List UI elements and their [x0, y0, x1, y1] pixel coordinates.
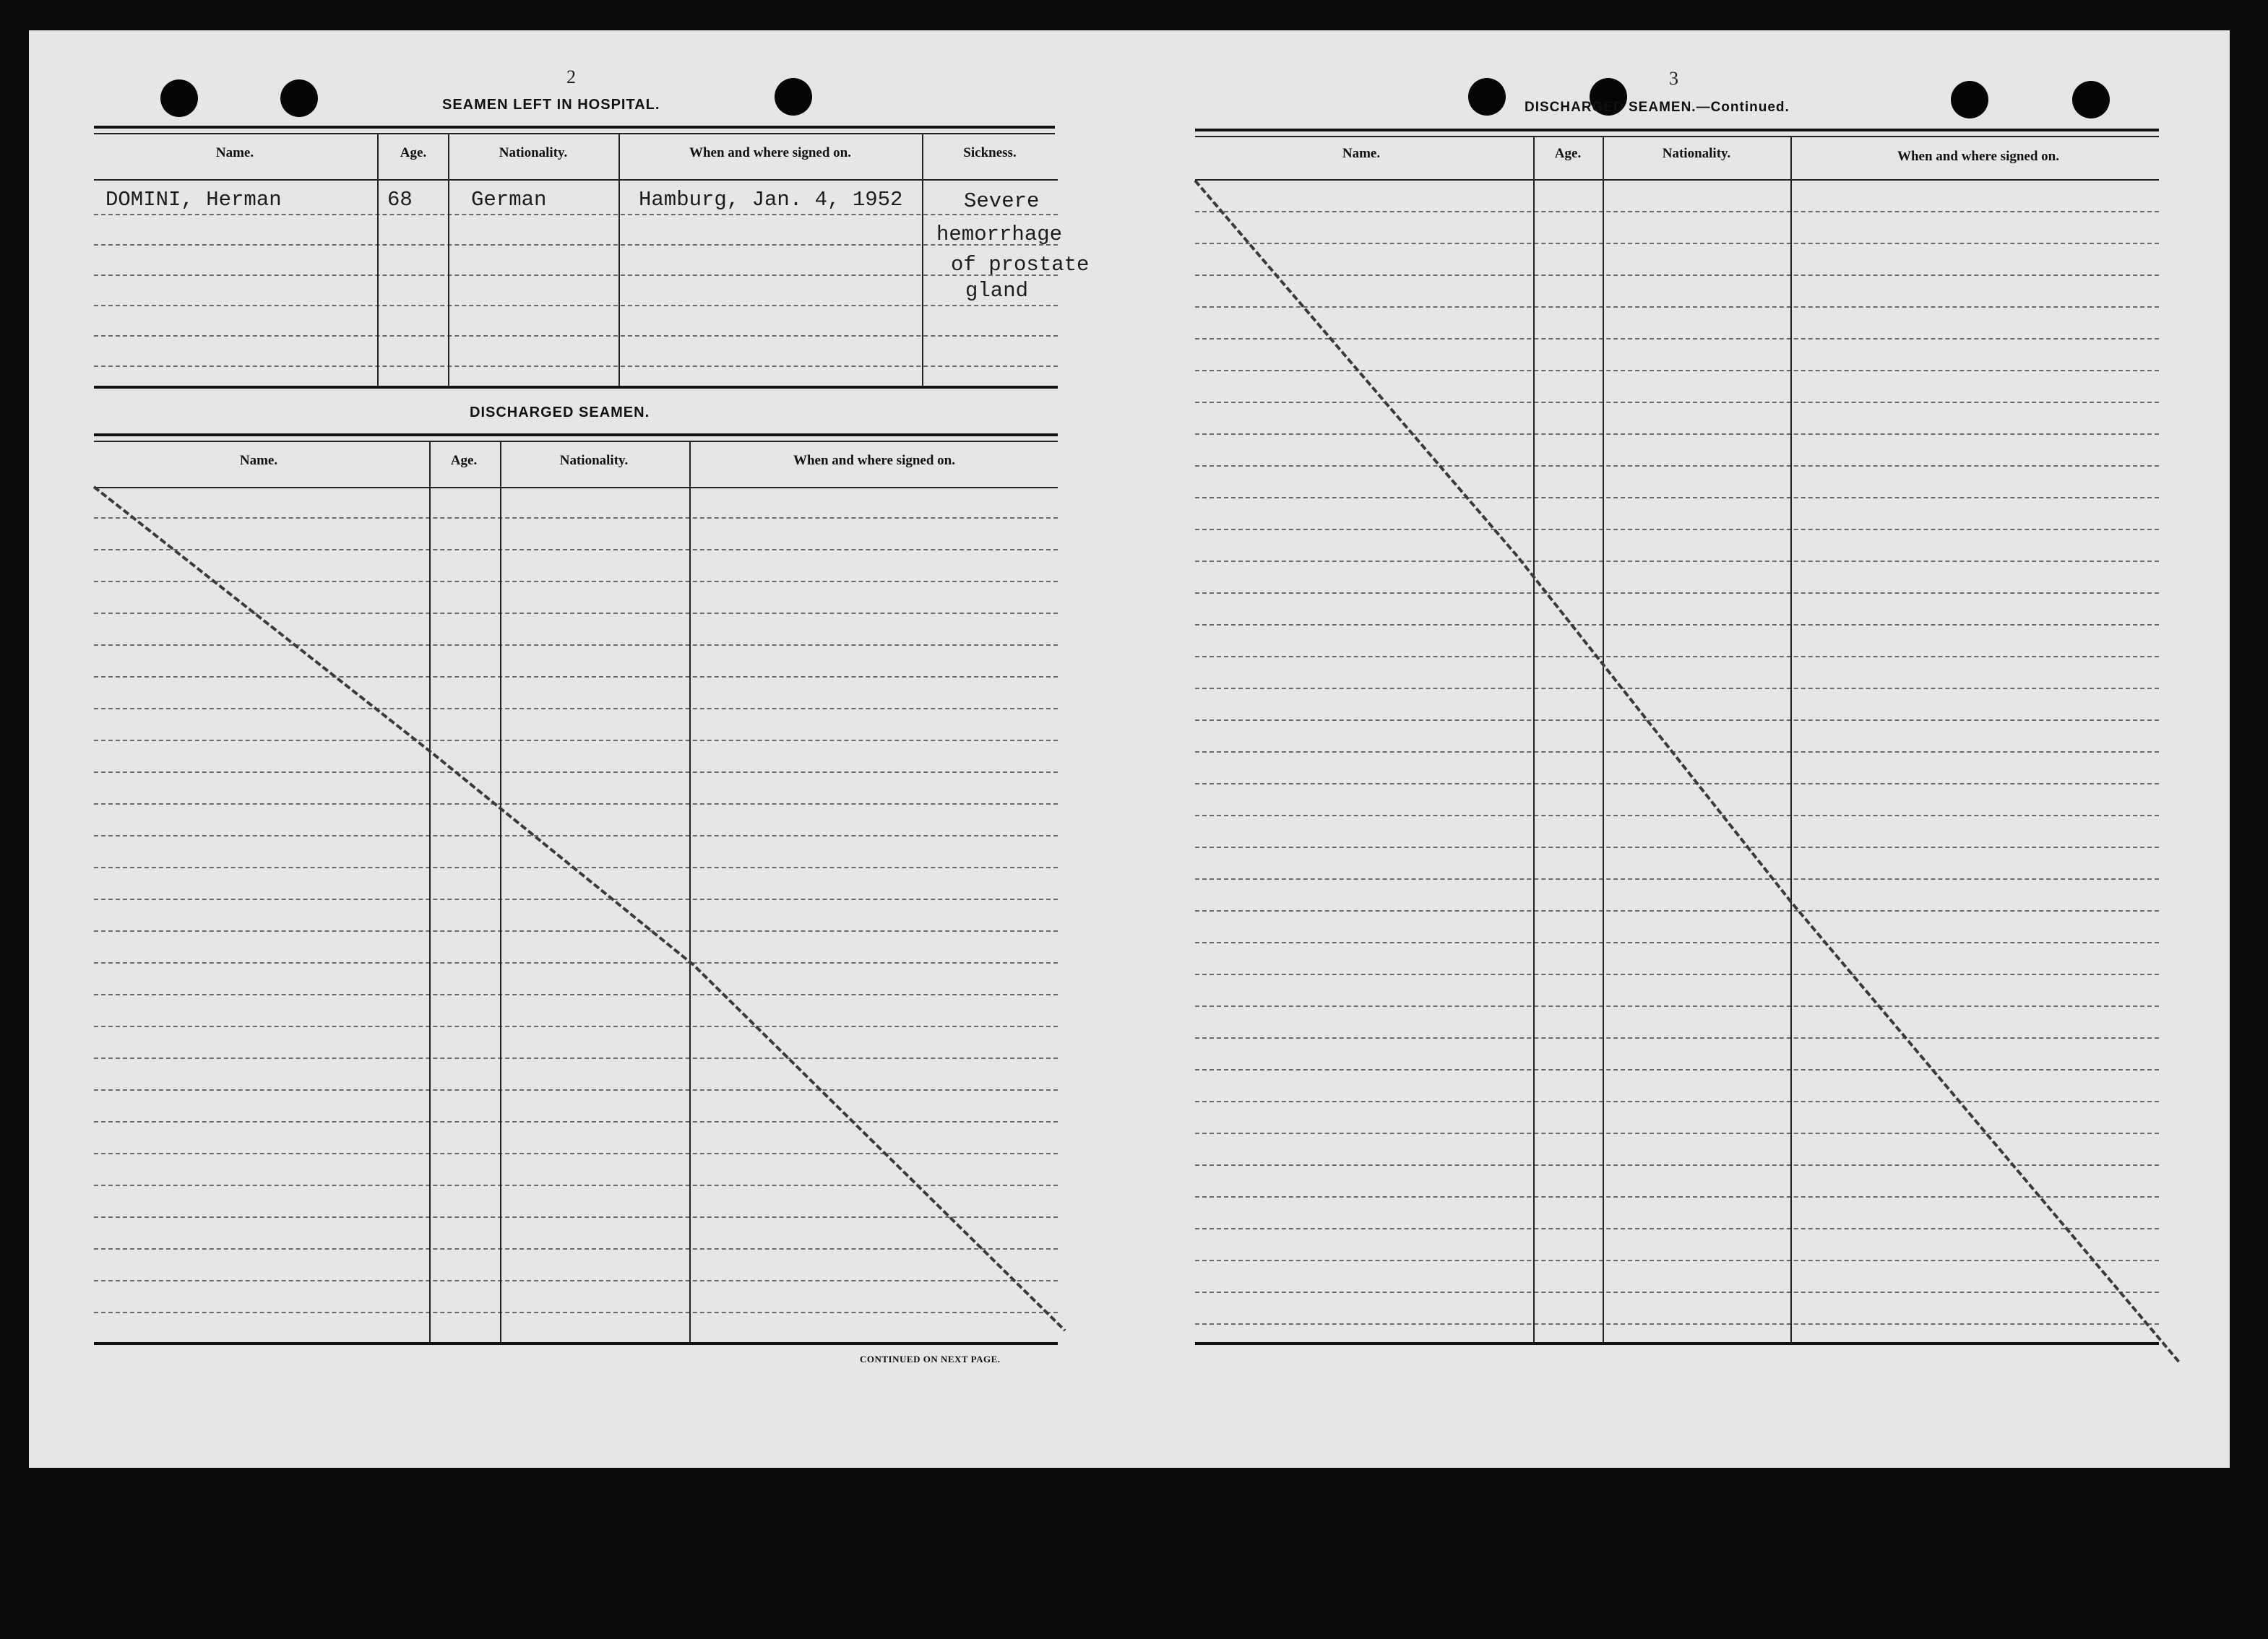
- page-number: 3: [1669, 68, 1678, 89]
- column-header-nationality: Nationality.: [559, 453, 629, 468]
- column-header-signed-on: When and where signed on.: [1897, 149, 2060, 164]
- entry-age: 68: [387, 188, 413, 212]
- column-header-nationality: Nationality.: [499, 145, 568, 160]
- entry-name: DOMINI, Herman: [105, 188, 282, 212]
- entry-nationality: German: [471, 188, 547, 212]
- column-header-name: Name.: [239, 453, 278, 468]
- column-header-name: Name.: [1342, 146, 1381, 161]
- discharged-continued-title: DISCHARGED SEAMEN.—Continued.: [1525, 100, 1790, 115]
- entry-sickness-line: Severe: [964, 189, 1040, 213]
- hospital-section-title: SEAMEN LEFT IN HOSPITAL.: [442, 97, 660, 113]
- column-header-signed-on: When and where signed on.: [689, 145, 852, 160]
- left-cancel-line: [94, 487, 1065, 1331]
- entry-sickness-line: of prostate: [951, 253, 1090, 277]
- column-header-signed-on: When and where signed on.: [793, 453, 956, 468]
- entry-signed-on: Hamburg, Jan. 4, 1952: [639, 188, 903, 212]
- page-number: 2: [566, 66, 576, 87]
- column-header-name: Name.: [215, 145, 254, 160]
- continued-note: CONTINUED ON NEXT PAGE.: [860, 1354, 1001, 1365]
- right-cancel-line: [1195, 181, 2181, 1364]
- entry-sickness-line: gland: [965, 279, 1029, 303]
- column-header-age: Age.: [1554, 146, 1582, 161]
- entry-sickness-line: hemorrhage: [936, 222, 1063, 246]
- column-header-age: Age.: [450, 453, 478, 468]
- column-header-sickness: Sickness.: [963, 145, 1017, 160]
- discharged-section-title: DISCHARGED SEAMEN.: [470, 405, 650, 420]
- column-header-age: Age.: [400, 145, 427, 160]
- column-header-nationality: Nationality.: [1662, 146, 1731, 161]
